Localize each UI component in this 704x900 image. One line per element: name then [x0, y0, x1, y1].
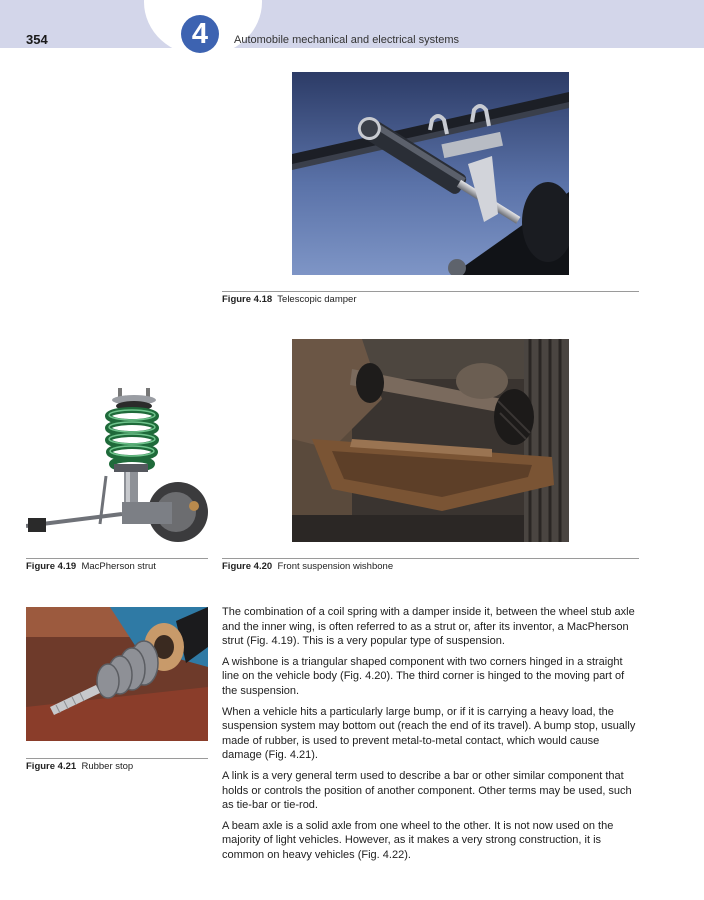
paragraph: A link is a very general term used to describe a bar or other similar component that holds or controls the position of another component. Other terms may be used, such as tie-bar or tie-rod. — [222, 769, 632, 812]
running-title: Automobile mechanical and electrical systems — [234, 34, 459, 46]
paragraph: A beam axle is a solid axle from one wheel to the other. It is not now used on the majority of light vehicles. However, as it makes a very strong construction, it is common on heavy vehicles (Fig. 4.22). — [222, 819, 614, 861]
figure-caption-text: Telescopic damper — [277, 294, 357, 305]
figure-label: Figure 4.20 — [222, 561, 273, 572]
figure-caption-text: Front suspension wishbone — [277, 561, 394, 572]
figure-caption-text: Rubber stop — [81, 761, 134, 772]
body-text — [222, 605, 640, 869]
figure-4-19-image — [26, 384, 208, 542]
figure-4-19-caption — [26, 561, 156, 572]
figure-4-18-image — [292, 72, 569, 275]
figure-4-19-rule — [26, 558, 208, 559]
figure-4-18-caption — [222, 294, 357, 305]
figure-4-18-rule — [222, 291, 639, 292]
paragraph: A wishbone is a triangular shaped component with two corners hinged in a straight line on the vehicle body (Fig. 4.20). The third corner is hinged to the moving part of the suspension. — [222, 655, 625, 697]
figure-4-20-image — [292, 339, 569, 542]
figure-label: Figure 4.18 — [222, 294, 273, 305]
figure-label: Figure 4.21 — [26, 761, 77, 772]
page-number: 354 — [26, 32, 48, 47]
figure-label: Figure 4.19 — [26, 561, 77, 572]
figure-4-21-caption — [26, 761, 133, 772]
figure-4-21-rule — [26, 758, 208, 759]
figure-4-20-caption — [222, 561, 393, 572]
figure-caption-text: MacPherson strut — [81, 561, 156, 572]
figure-4-21-image — [26, 607, 208, 741]
chapter-number-badge: 4 — [181, 15, 219, 53]
paragraph: The combination of a coil spring with a damper inside it, between the wheel stub axle and the inner wing, is often referred to as a strut or, after its inventor, a MacPherson strut (Fig. 4.19). This is a very popular type of suspension. — [222, 606, 635, 648]
figure-4-20-rule — [222, 558, 639, 559]
paragraph: When a vehicle hits a particularly large bump, or if it is carrying a heavy load, the suspension system may bottom out (reach the end of its travel). A bump stop, usually made of rubber, is used to prevent metal-to-metal contact, which would cause damage (Fig. 4.21). — [222, 705, 636, 762]
